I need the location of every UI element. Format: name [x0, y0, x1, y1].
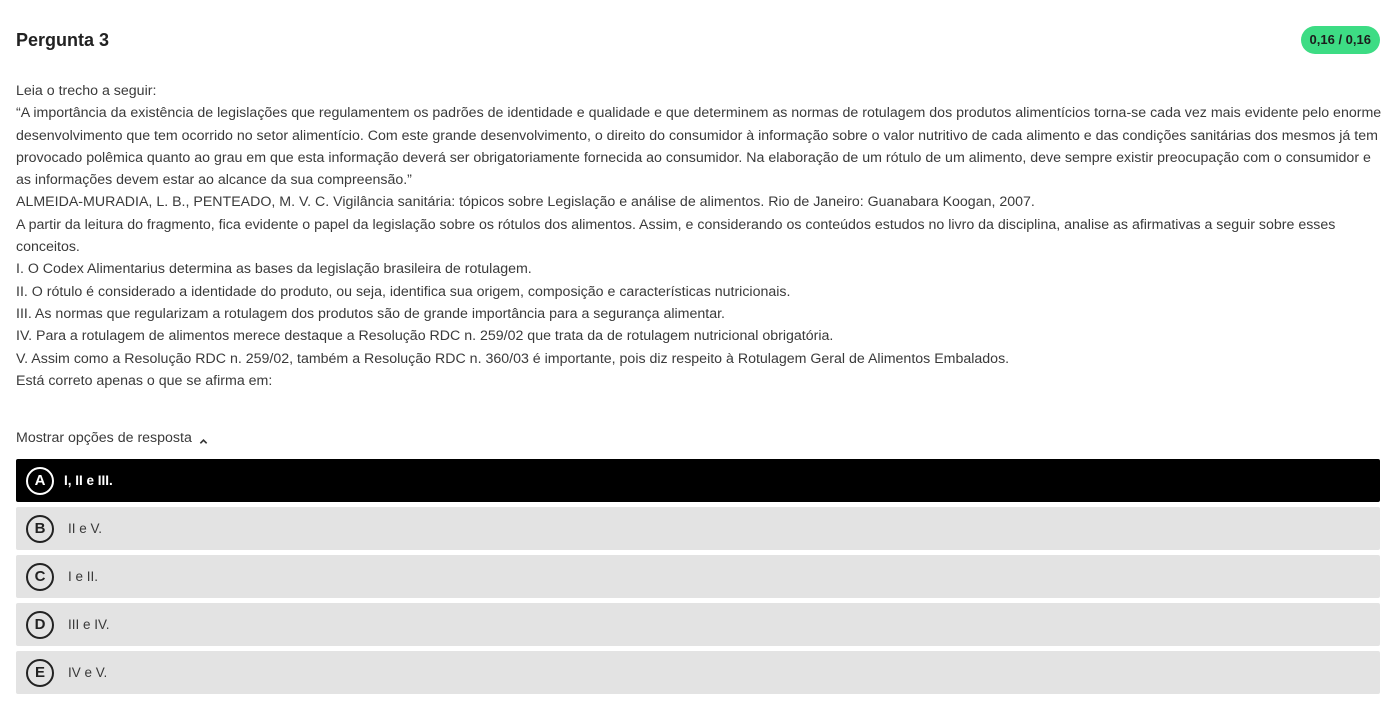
question-title: Pergunta 3: [16, 29, 110, 50]
option-text: I, II e III.: [64, 473, 113, 488]
answer-option-c[interactable]: [16, 555, 1380, 598]
answer-option-b[interactable]: [16, 507, 1380, 550]
question-paragraph: Está correto apenas o que se afirma em:: [16, 372, 273, 389]
option-letter: B: [26, 515, 54, 543]
question-header: [16, 24, 1380, 56]
toggle-label: Mostrar opções de resposta: [16, 430, 192, 446]
question-body: [16, 80, 1382, 392]
answer-option-a[interactable]: [16, 459, 1380, 502]
option-text: III e IV.: [68, 617, 110, 632]
question-paragraph: “A importância da existência de legislações que regulamentem os padrões de identidade e qualidade e que determinem as normas de rotulagem dos produtos alimentícios torna-se cada vez mais evidente pelo enorme desenvolvimento que tem ocorrido no setor alimentício. Com este grande desenvolvimento, o direito do consumidor à informação sobre o valor nutritivo de cada alimento e das condições sanitárias dos mesmos já tem provocado polêmica quanto ao grau em que esta informação deverá ser obrigatoriamente fornecida ao consumidor. Na elaboração de um rótulo de um alimento, deve sempre existir preocupação com o consumidor e as informações devem estar ao alcance da sua compreensão.”: [16, 105, 1382, 189]
option-text: I e II.: [68, 569, 99, 584]
score-badge: 0,16 / 0,16: [1301, 26, 1380, 54]
option-letter: A: [26, 467, 54, 495]
option-letter: C: [26, 563, 54, 591]
answer-options: [16, 459, 1380, 699]
show-answer-options-toggle[interactable]: [16, 430, 208, 446]
option-letter: D: [26, 611, 54, 639]
option-text: II e V.: [68, 521, 103, 536]
question-paragraph: ALMEIDA-MURADIA, L. B., PENTEADO, M. V. C. Vigilância sanitária: tópicos sobre Legislação e análise de alimentos. Rio de Janeiro: Guanabara Koogan, 2007.: [16, 194, 1035, 211]
question-paragraph: II. O rótulo é considerado a identidade do produto, ou seja, identifica sua origem, composição e características nutricionais.: [16, 283, 791, 300]
question-paragraph: IV. Para a rotulagem de alimentos merece destaque a Resolução RDC n. 259/02 que trata da de rotulagem nutricional obrigatória.: [16, 328, 834, 345]
question-paragraph: Leia o trecho a seguir:: [16, 83, 157, 99]
answer-option-e[interactable]: [16, 651, 1380, 694]
chevron-up-icon: [199, 434, 208, 443]
option-text: IV e V.: [68, 665, 108, 680]
answer-option-d[interactable]: [16, 603, 1380, 646]
question-paragraph: A partir da leitura do fragmento, fica evidente o papel da legislação sobre os rótulos dos alimentos. Assim, e considerando os conteúdos estudos no livro da disciplina, analise as afirmativas a seguir sobre esses conceitos.: [16, 216, 1336, 256]
question-paragraph: I. O Codex Alimentarius determina as bases da legislação brasileira de rotulagem.: [16, 261, 532, 278]
question-paragraph: III. As normas que regularizam a rotulagem dos produtos são de grande importância para a segurança alimentar.: [16, 305, 725, 322]
question-paragraph: V. Assim como a Resolução RDC n. 259/02, também a Resolução RDC n. 360/03 é importante, pois diz respeito à Rotulagem Geral de Alimentos Embalados.: [16, 350, 1010, 367]
option-letter: E: [26, 659, 54, 687]
